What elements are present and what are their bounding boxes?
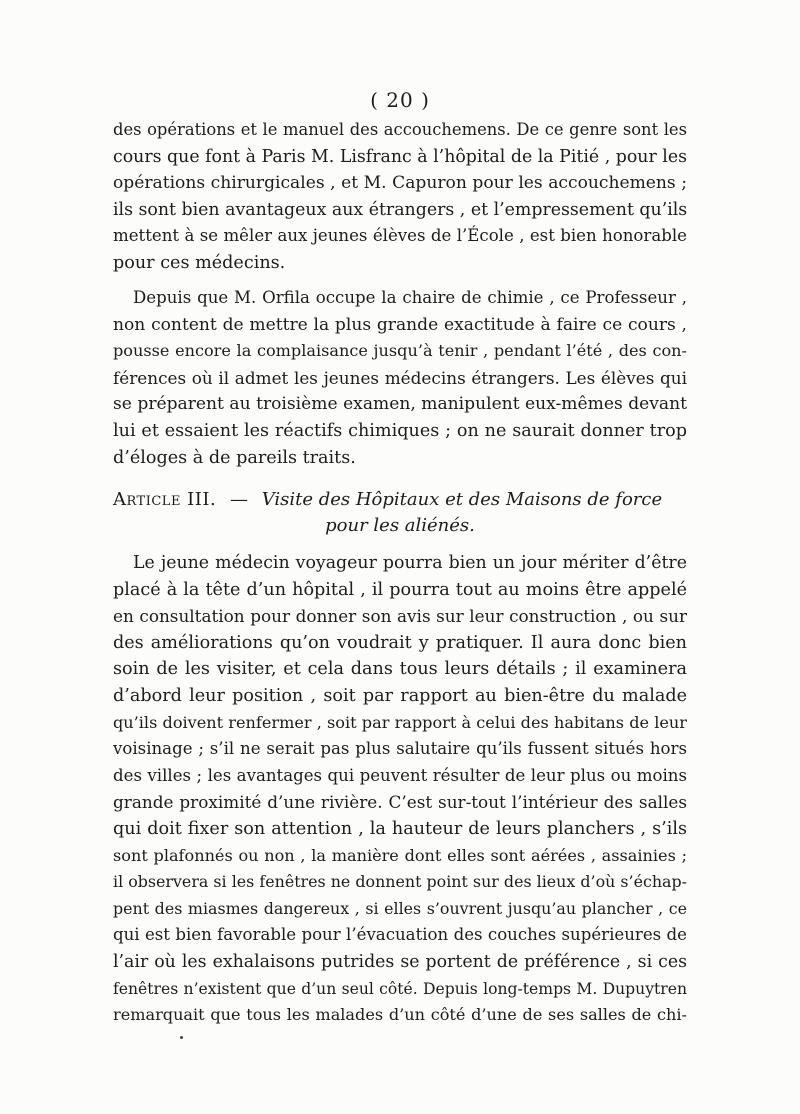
text-line: mettent à se mêler aux jeunes élèves de l’École , est bien honorable — [113, 226, 687, 246]
paragraph-operations-courses — [113, 117, 687, 277]
text-line: pour ces médecins. — [113, 252, 286, 273]
article-title-part-2: pour les aliénés. — [325, 515, 475, 536]
text-line: des améliorations qu’on voudrait y pratiquer. Il aura donc bien — [113, 632, 687, 653]
ink-speck — [180, 1036, 183, 1039]
text-line: voisinage ; s’il ne serait pas plus salutaire qu’ils fussent situés hors — [113, 739, 687, 759]
text-line: se préparent au troisième examen, manipulent eux-mêmes devant — [113, 394, 687, 415]
paragraph-hospital-visits — [113, 550, 687, 1029]
text-line: pent des miasmes dangereux , si elles s’ouvrent jusqu’au plancher , ce — [113, 898, 687, 918]
text-line: remarquait que tous les malades d’un côté d’une de ses salles de chi- — [113, 1005, 687, 1025]
article-number: Article III. — [113, 489, 217, 510]
page-number: ( 20 ) — [370, 88, 430, 112]
text-line: des opérations et le manuel des accouchemens. De ce genre sont les — [113, 120, 687, 139]
text-line: non content de mettre la plus grande exactitude à faire ce cours , — [113, 314, 687, 335]
text-line: qui doit fixer son attention , la hauteur de leurs planchers , s’ils — [113, 818, 687, 839]
text-line: pousse encore la complaisance jusqu’à tenir , pendant l’été , des con- — [113, 341, 687, 361]
text-line: des villes ; les avantages qui peuvent résulter de leur plus ou moins — [113, 765, 687, 785]
text-line: qui est bien favorable pour l’évacuation des couches supérieures de — [113, 925, 687, 945]
text-line: cours que font à Paris M. Lisfranc à l’hôpital de la Pitié , pour les — [113, 146, 687, 167]
text-line: placé à la tête d’un hôpital , il pourra tout au moins être appelé — [113, 579, 687, 600]
article-heading — [113, 487, 687, 539]
text-line: d’éloges à de pareils traits. — [113, 447, 356, 468]
article-title-part-1: Visite des Hôpitaux et des Maisons de force — [261, 489, 663, 510]
text-line: en consultation pour donner son avis sur leur construction , ou sur — [113, 606, 687, 627]
text-line: opérations chirurgicales , et M. Capuron pour les accouchemens ; — [113, 173, 687, 194]
text-line: lui et essaient les réactifs chimiques ; on ne saurait donner trop — [113, 420, 687, 441]
text-line: d’abord leur position , soit par rapport au bien-être du malade — [113, 685, 687, 706]
text-line: ils sont bien avantageux aux étrangers , et l’empressement qu’ils — [113, 199, 687, 220]
text-line: Le jeune médecin voyageur pourra bien un jour mériter d’être — [133, 553, 687, 573]
text-line: Depuis que M. Orfila occupe la chaire de chimie , ce Professeur , — [133, 288, 687, 307]
text-line: soin de les visiter, et cela dans tous leurs détails ; il examinera — [113, 659, 687, 680]
heading-dash: — — [229, 489, 248, 510]
text-line: il observera si les fenêtres ne donnent point sur des lieux d’où s’échap- — [113, 872, 687, 892]
text-line: l’air où les exhalaisons putrides se portent de préférence , si ces — [113, 951, 687, 972]
paragraph-orfila-chemistry — [113, 285, 687, 471]
text-line: fenêtres n’existent que d’un seul côté. Depuis long-temps M. Dupuytren — [113, 979, 687, 998]
article-heading-line-1 — [113, 487, 687, 513]
text-line: grande proximité d’une rivière. C’est sur-tout l’intérieur des salles — [113, 792, 687, 813]
text-line: férences où il admet les jeunes médecins étrangers. Les élèves qui — [113, 367, 687, 388]
text-line: qu’ils doivent renfermer , soit par rapport à celui des habitans de leur — [113, 712, 687, 732]
text-line: sont plafonnés ou non , la manière dont elles sont aérées , assainies ; — [113, 845, 687, 865]
